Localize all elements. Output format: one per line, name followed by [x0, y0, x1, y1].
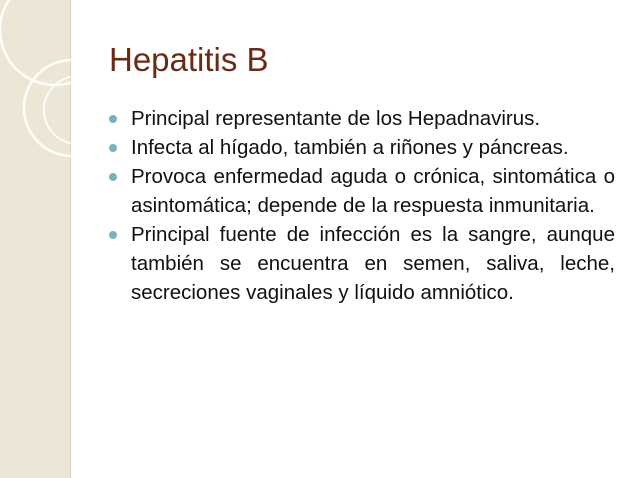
bullet-dot-icon — [109, 144, 117, 152]
bullet-dot-icon — [109, 231, 117, 239]
decorative-circle-small — [44, 76, 112, 144]
bullet-item-1 — [107, 104, 615, 133]
bullet-item-4 — [107, 220, 615, 307]
decorative-circle-large — [0, 0, 110, 85]
bullet-text-2: Infecta al hígado, también a riñones y páncreas. — [131, 136, 569, 159]
slide-title: Hepatitis B — [109, 41, 269, 78]
bullet-item-3 — [107, 162, 615, 220]
bullet-text-3: Provoca enfermedad aguda o crónica, sintomática o asintomática; depende de la respuesta inmunitaria. — [131, 165, 615, 217]
decorative-circle-medium — [24, 60, 120, 156]
bullet-dot-icon — [109, 115, 117, 123]
bullet-dot-icon — [109, 173, 117, 181]
bullet-list — [107, 104, 615, 307]
bullet-item-2 — [107, 133, 615, 162]
bullet-text-4: Principal fuente de infección es la sangre, aunque también se encuentra en semen, saliva, leche, secreciones vaginales y líquido amniótico. — [131, 223, 615, 304]
bullet-text-1: Principal representante de los Hepadnavirus. — [131, 107, 541, 130]
title-underline — [109, 88, 619, 89]
